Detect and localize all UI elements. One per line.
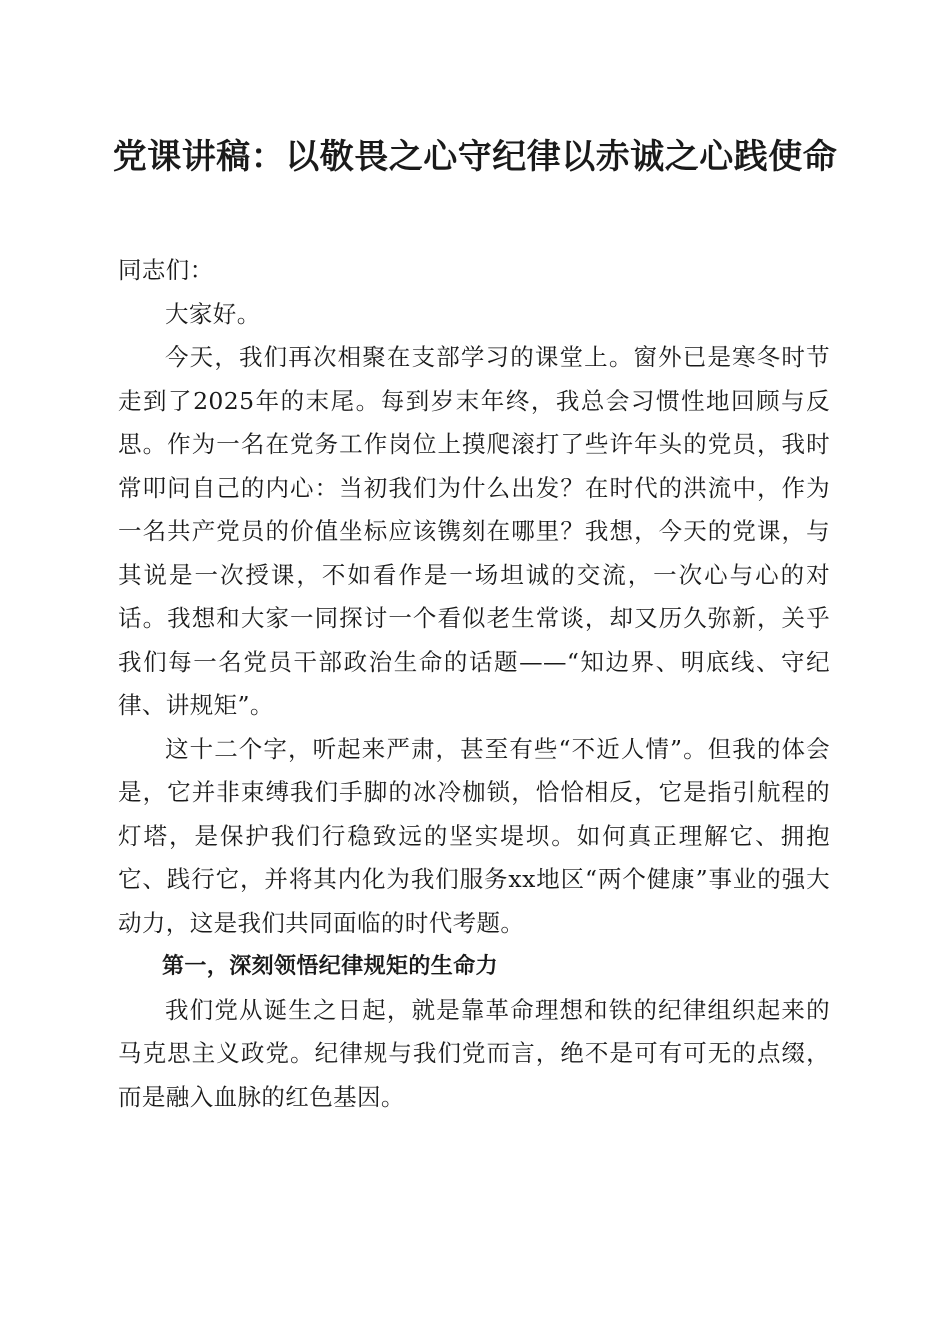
section-paragraph: 我们党从诞生之日起，就是靠革命理想和铁的纪律组织起来的马克思主义政党。纪律规与我们党而言，绝不是可有可无的点缀，而是融入血脉的红色基因。 <box>118 995 830 1111</box>
body-paragraph: 这十二个字，听起来严肃，甚至有些“不近人情”。但我的体会是，它并非束缚我们手脚的冰冷枷锁，恰恰相反，它是指引航程的灯塔，是保护我们行稳致远的坚实堤坝。如何真正理解它、拥抱它、践行它，并将其内化为我们服务xx地区“两个健康”事业的强大动力，这是我们共同面临的时代考题。 <box>118 734 830 937</box>
section-heading: 第一，深刻领悟纪律规矩的生命力 <box>162 954 499 979</box>
greeting-paragraph: 大家好。 <box>165 299 261 328</box>
document-body <box>118 249 830 1119</box>
document-title: 党课讲稿：以敬畏之心守纪律以赤诚之心践使命 <box>112 137 838 177</box>
body-paragraph: 今天，我们再次相聚在支部学习的课堂上。窗外已是寒冬时节走到了2025年的末尾。每到岁末年终，我总会习惯性地回顾与反思。作为一名在党务工作岗位上摸爬滚打了些许年头的党员，我时常叩问自己的内心：当初我们为什么出发？在时代的洪流中，作为一名共产党员的价值坐标应该镌刻在哪里？我想，今天的党课，与其说是一次授课，不如看作是一场坦诚的交流，一次心与心的对话。我想和大家一同探讨一个看似老生常谈，却又历久弥新，关乎我们每一名党员干部政治生命的话题——“知边界、明底线、守纪律、讲规矩”。 <box>118 343 830 719</box>
salutation: 同志们： <box>118 256 214 284</box>
